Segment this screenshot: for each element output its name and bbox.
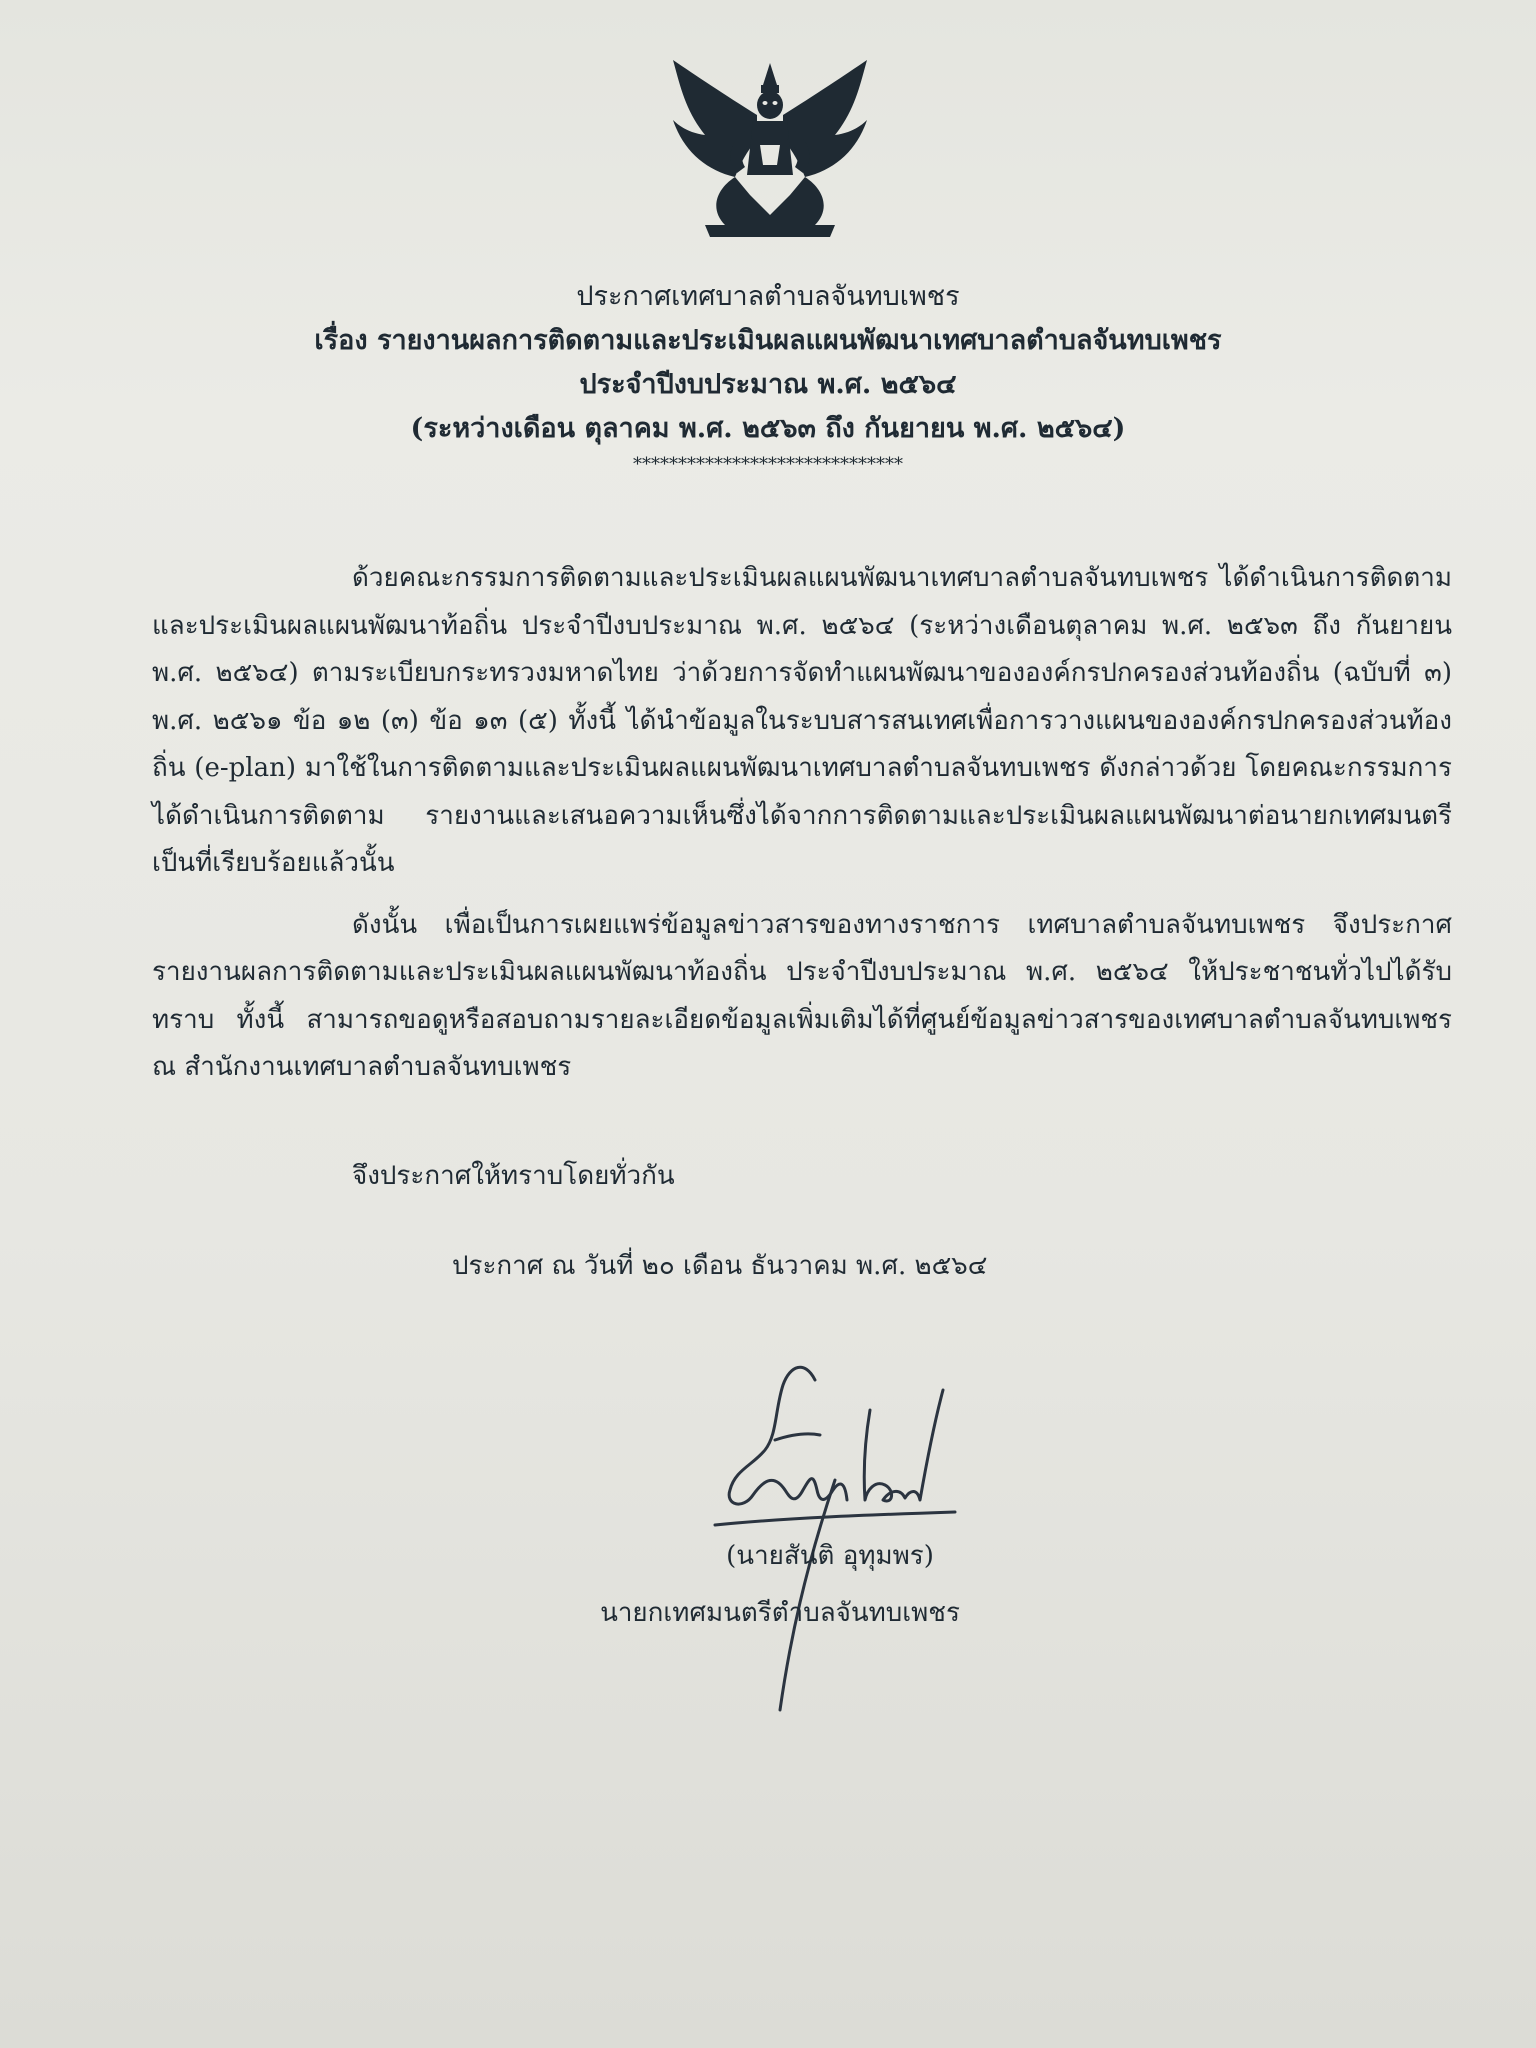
signature-icon	[695, 1340, 985, 1720]
paragraph-1: ด้วยคณะกรรมการติดตามและประเมินผลแผนพัฒนาเทศบาลตำบลจันทบเพชร ได้ดำเนินการติดตามและประเมินผลแผนพัฒนาท้อถิ่น ประจำปีงบประมาณ พ.ศ. ๒๕๖๔ (ระหว่างเดือนตุลาคม พ.ศ. ๒๕๖๓ ถึง กันยายน พ.ศ. ๒๕๖๔) ตามระเบียบกระทรวงมหาดไทย ว่าด้วยการจัดทำแผนพัฒนาขององค์กรปกครองส่วนท้องถิ่น (ฉบับที่ ๓) พ.ศ. ๒๕๖๑ ข้อ ๑๒ (๓) ข้อ ๑๓ (๕) ทั้งนี้ ได้นำข้อมูลในระบบสารสนเทศเพื่อการวางแผนขององค์กรปกครองส่วนท้องถิ่น (e-plan) มาใช้ในการติดตามและประเมินผลแผนพัฒนาเทศบาลตำบลจันทบเพชร ดังกล่าวด้วย โดยคณะกรรมการได้ดำเนินการติดตาม รายงานและเสนอความเห็นซึ่งได้จากการติดตามและประเมินผลแผนพัฒนาต่อนายกเทศมนตรีเป็นที่เรียบร้อยแล้วนั้น	[152, 563, 1452, 878]
paragraph-2: ดังนั้น เพื่อเป็นการเผยแพร่ข้อมูลข่าวสารของทางราชการ เทศบาลตำบลจันทบเพชร จึงประกาศรายงานผลการติดตามและประเมินผลแผนพัฒนาท้องถิ่น ประจำปีงบประมาณ พ.ศ. ๒๕๖๔ ให้ประชาชนทั่วไปได้รับทราบ ทั้งนี้ สามารถขอดูหรือสอบถามรายละเอียดข้อมูลเพิ่มเติมได้ที่ศูนย์ข้อมูลข่าวสารของเทศบาลตำบลจันทบเพชร ณ สำนักงานเทศบาลตำบลจันทบเพชร	[152, 909, 1452, 1082]
announcement-date: ประกาศ ณ วันที่ ๒๐ เดือน ธันวาคม พ.ศ. ๒๕๖๔	[452, 1251, 988, 1281]
issuer-title: ประกาศเทศบาลตำบลจันทบเพชร	[576, 281, 960, 312]
period-line: (ระหว่างเดือน ตุลาคม พ.ศ. ๒๕๖๓ ถึง กันยายน พ.ศ. ๒๕๖๔)	[410, 413, 1126, 444]
announcement-header	[120, 275, 1416, 477]
closing-statement: จึงประกาศให้ทราบโดยทั่วกัน	[352, 1161, 675, 1191]
garuda-emblem-icon	[665, 55, 875, 245]
signatory-name: (นายสันติ อุทุมพร)	[726, 1541, 934, 1571]
signatory-title: นายกเทศมนตรีตำบลจันทบเพชร	[600, 1598, 960, 1628]
announcement-body	[152, 555, 1452, 1106]
divider-stars: ******************************	[633, 454, 903, 475]
fiscal-year-line: ประจำปีงบประมาณ พ.ศ. ๒๕๖๔	[579, 369, 957, 400]
subject-line: เรื่อง รายงานผลการติดตามและประเมินผลแผนพัฒนาเทศบาลตำบลจันทบเพชร	[314, 325, 1222, 356]
